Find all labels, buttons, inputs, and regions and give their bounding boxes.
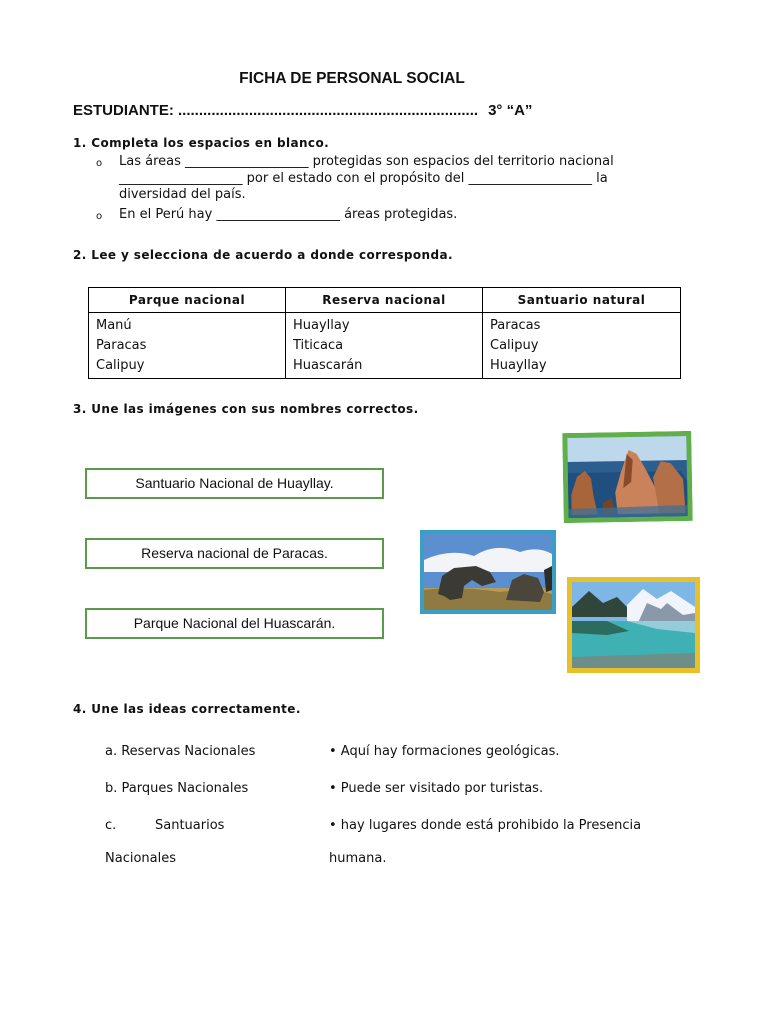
idea-left-c-word2: Nacionales (105, 851, 176, 866)
option-item: Manú (96, 318, 132, 333)
option-item: Huayllay (293, 318, 350, 333)
section-3-heading: 3. Une las imágenes con sus nombres correctos. (73, 402, 419, 416)
idea-right-2: • Puede ser visitado por turistas. (329, 781, 544, 796)
table-cell (89, 313, 286, 379)
bullet-marker: o (96, 211, 103, 222)
section-4-heading: 4. Une las ideas correctamente. (73, 702, 301, 716)
section-1-heading: 1. Completa los espacios en blanco. (73, 136, 330, 150)
student-line (73, 102, 532, 119)
name-box-paracas: Reserva nacional de Paracas. (85, 538, 384, 569)
blank-line-3: diversidad del país. (119, 187, 246, 202)
name-box-huayllay: Santuario Nacional de Huayllay. (85, 468, 384, 499)
grade-label: 3° “A” (488, 102, 533, 119)
column-header: Parque nacional (89, 288, 286, 313)
photo-sea-cliffs (562, 431, 693, 523)
photo-stone-forest (420, 530, 556, 614)
option-item: Huascarán (293, 358, 363, 373)
option-item: Calipuy (490, 338, 539, 353)
option-item: Titicaca (293, 338, 344, 353)
bullet-marker: o (96, 158, 103, 169)
option-item: Paracas (490, 318, 541, 333)
idea-right-1: • Aquí hay formaciones geológicas. (329, 744, 560, 759)
photo-mountain-lake (567, 577, 700, 673)
column-header: Santuario natural (483, 288, 681, 313)
idea-right-3-cont: humana. (329, 851, 387, 866)
classification-table (88, 287, 681, 379)
option-item: Calipuy (96, 358, 145, 373)
name-box-huascaran: Parque Nacional del Huascarán. (85, 608, 384, 639)
idea-right-3: • hay lugares donde está prohibido la Presencia (329, 818, 642, 833)
option-item: Paracas (96, 338, 147, 353)
idea-left-b: b. Parques Nacionales (105, 781, 249, 796)
section-2-heading: 2. Lee y selecciona de acuerdo a donde corresponda. (73, 248, 453, 262)
table-cell (483, 313, 681, 379)
worksheet-title: FICHA DE PERSONAL SOCIAL (239, 70, 465, 87)
idea-left-a: a. Reservas Nacionales (105, 744, 256, 759)
blank-line-4: En el Perú hay ___________________ áreas protegidas. (119, 207, 458, 222)
student-label: ESTUDIANTE: ........................................................................ (73, 102, 479, 119)
blank-line-1: Las áreas ___________________ protegidas son espacios del territorio nacional (119, 154, 614, 169)
idea-left-c-word1: Santuarios (155, 818, 225, 833)
column-header: Reserva nacional (286, 288, 483, 313)
blank-line-2: ___________________ por el estado con el propósito del ___________________ la (119, 171, 608, 186)
idea-left-c-letter: c. (105, 818, 117, 833)
option-item: Huayllay (490, 358, 547, 373)
table-cell (286, 313, 483, 379)
